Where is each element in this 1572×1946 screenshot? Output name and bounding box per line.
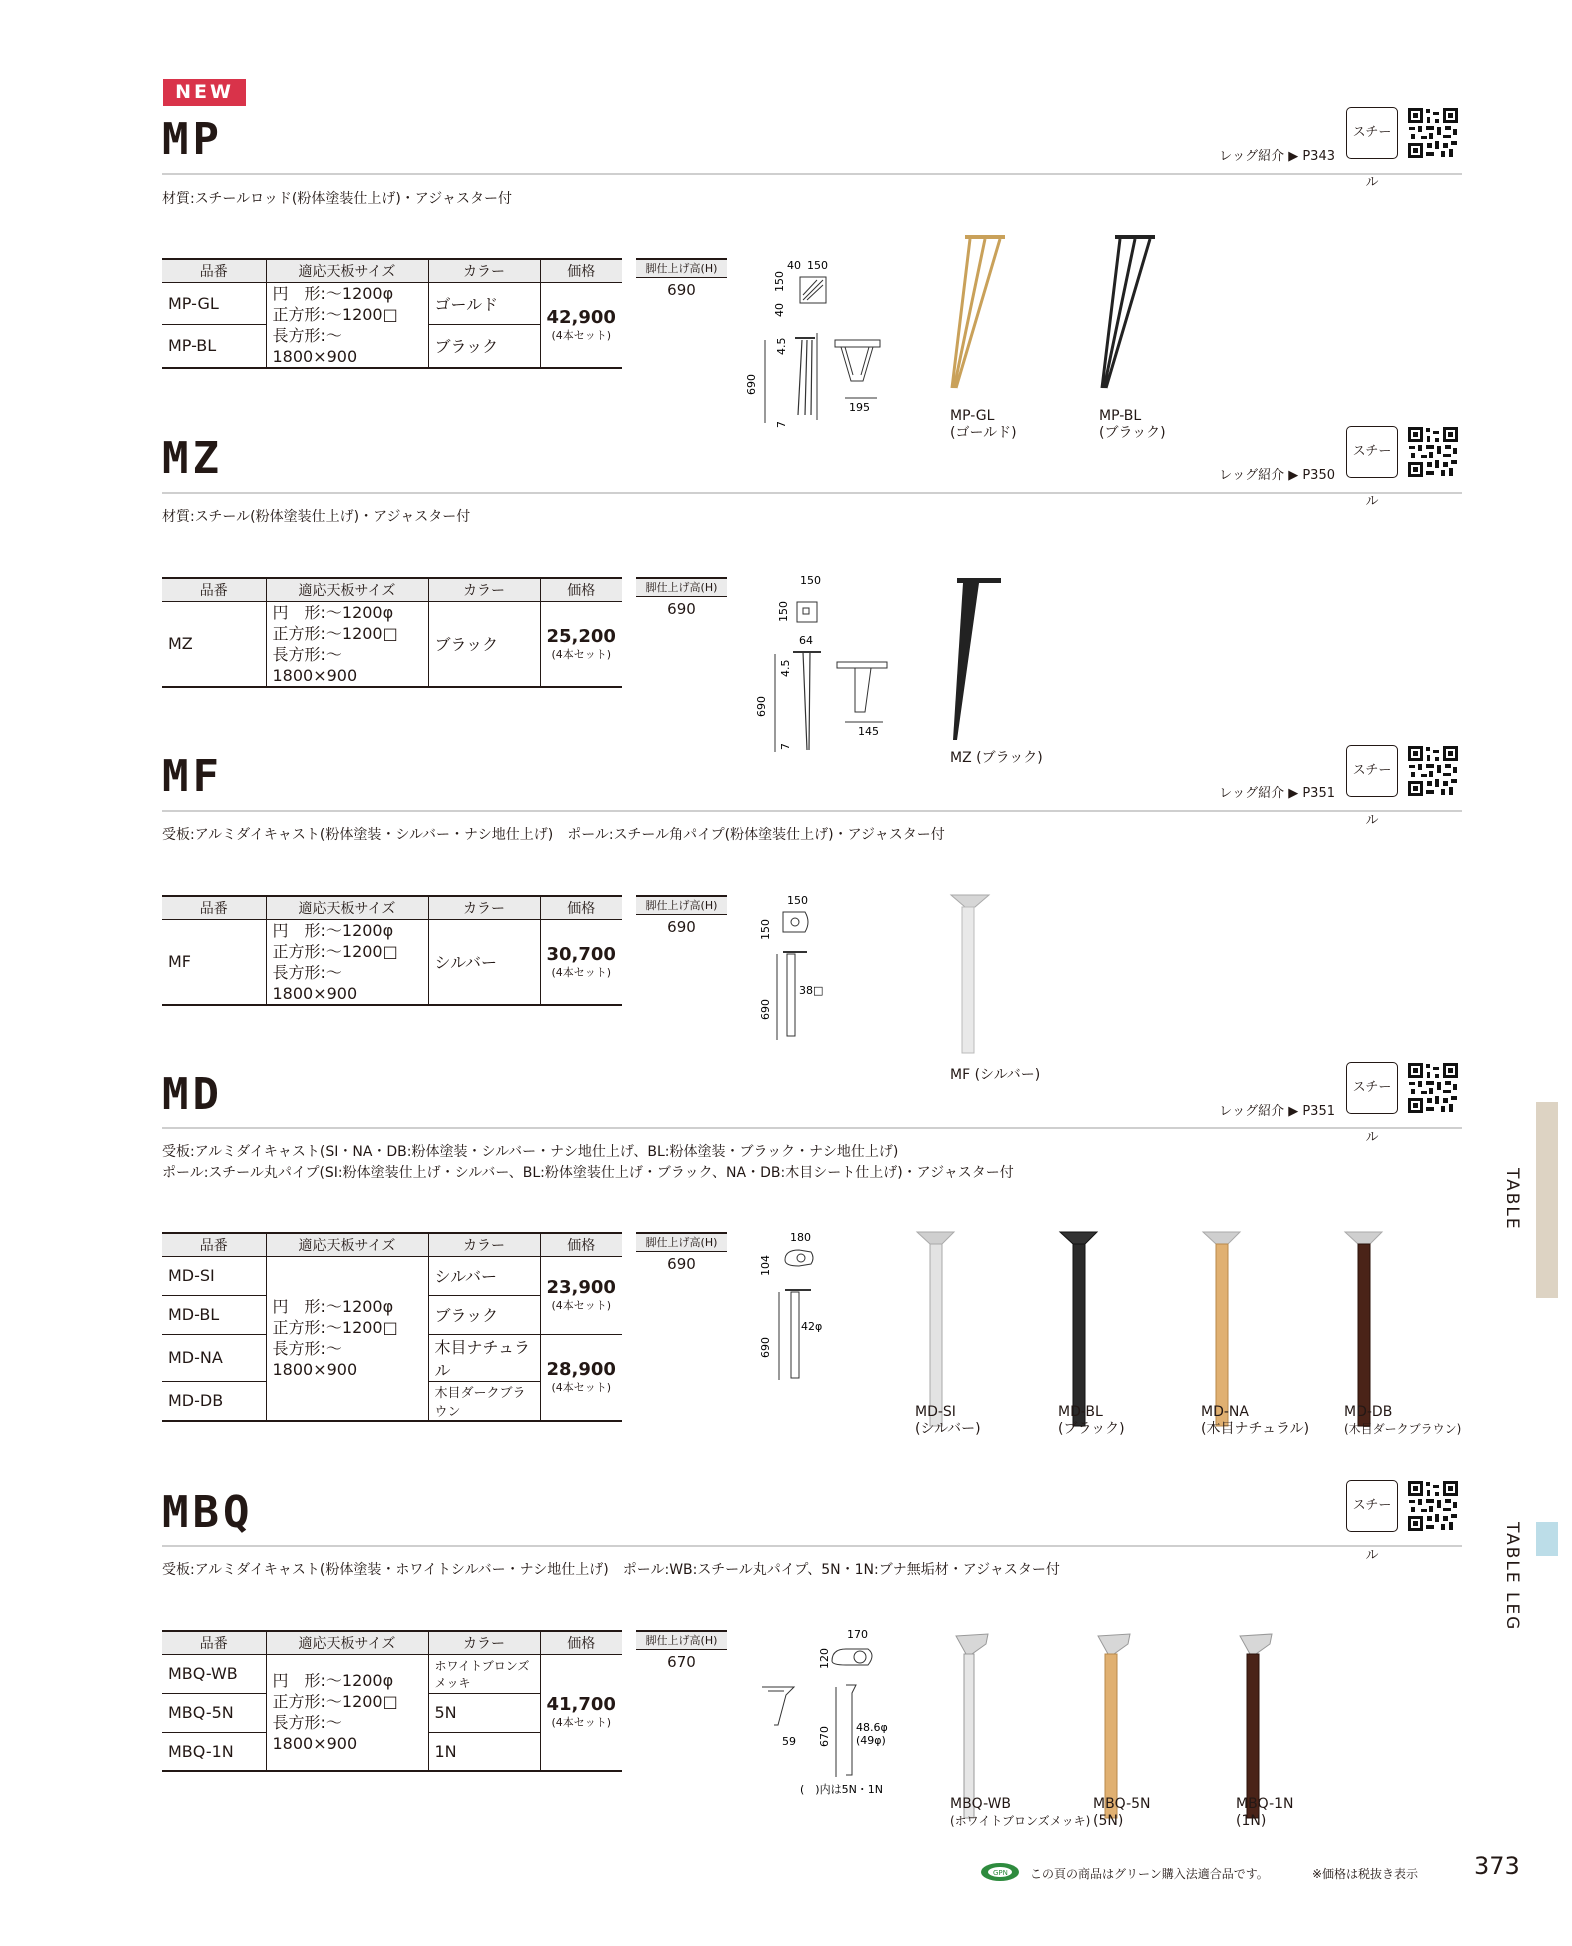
header-code: 品番 (162, 896, 266, 919)
leg-photo-mp-bl (1090, 233, 1160, 393)
header-size: 適応天板サイズ (266, 1233, 428, 1256)
code-cell: MBQ-5N (162, 1693, 266, 1732)
header-code: 品番 (162, 1233, 266, 1256)
svg-text:150: 150 (807, 259, 828, 272)
height-box-mp: 脚仕上げ高(H) 690 (636, 258, 727, 302)
size-cell: 円 形:～1200φ 正方形:～1200□ 長方形:～1800×900 (266, 282, 428, 368)
header-price: 価格 (540, 1233, 622, 1256)
header-size: 適応天板サイズ (266, 1631, 428, 1654)
steel-tag-mf: スチール (1346, 745, 1398, 797)
header-code: 品番 (162, 578, 266, 601)
height-box-mf: 脚仕上げ高(H) 690 (636, 895, 727, 939)
material-mf: 受板:アルミダイキャスト(粉体塗装・シルバー・ナシ地仕上げ) ポール:スチール角パイプ(粉体塗装仕上げ)・アジャスター付 (162, 827, 945, 843)
svg-text:690: 690 (755, 696, 768, 717)
color-cell: ブラック (428, 1295, 540, 1334)
header-color: カラー (428, 1233, 540, 1256)
header-color: カラー (428, 578, 540, 601)
svg-text:170: 170 (847, 1628, 868, 1641)
side-tab-table-leg[interactable]: TABLE LEG (1502, 1522, 1522, 1632)
header-price: 価格 (540, 896, 622, 919)
svg-text:GPN: GPN (993, 1869, 1008, 1877)
product-title-mz: MZ (162, 433, 223, 484)
product-title-mp: MP (162, 114, 223, 165)
color-cell: 木目ナチュラル (428, 1334, 540, 1381)
spec-table-mf (162, 895, 622, 1006)
svg-text:690: 690 (745, 374, 758, 395)
price-cell: 42,900 (4本セット) (540, 282, 622, 368)
svg-text:104: 104 (759, 1255, 772, 1276)
svg-text:4.5: 4.5 (775, 337, 788, 355)
height-box-md: 脚仕上げ高(H) 690 (636, 1232, 727, 1276)
leg-photo-mbq-1n (1232, 1632, 1282, 1822)
code-cell: MD-SI (162, 1256, 266, 1295)
header-price: 価格 (540, 1631, 622, 1654)
side-tab-table[interactable]: TABLE (1502, 1168, 1522, 1231)
svg-text:7: 7 (779, 743, 792, 750)
steel-tag-mp: スチール (1346, 107, 1398, 159)
size-cell: 円 形:～1200φ 正方形:～1200□ 長方形:～1800×900 (266, 919, 428, 1005)
size-cell: 円 形:～1200φ 正方形:～1200□ 長方形:～1800×900 (266, 1256, 428, 1421)
svg-text:180: 180 (790, 1231, 811, 1244)
product-caption: MP-BL (ブラック) (1099, 408, 1166, 441)
code-cell: MZ (162, 601, 266, 687)
svg-text:150: 150 (787, 894, 808, 907)
product-caption: MZ (ブラック) (950, 750, 1043, 766)
product-caption: MBQ-5N (5N) (1093, 1796, 1151, 1829)
green-purchase-note: この頁の商品はグリーン購入法適合品です。 (1030, 1867, 1269, 1881)
product-title-md: MD (162, 1069, 223, 1120)
code-cell: MP-GL (162, 282, 266, 325)
svg-text:690: 690 (759, 999, 772, 1020)
side-tab-color-table-leg (1536, 1522, 1558, 1556)
leg-photo-mz (945, 575, 1005, 745)
qr-code-icon[interactable] (1407, 426, 1459, 478)
header-price: 価格 (540, 259, 622, 282)
dimension-drawing-mbq (760, 1625, 910, 1800)
section-divider (162, 173, 1462, 175)
color-cell: 木目ダークブラウン (428, 1381, 540, 1421)
svg-text:42φ: 42φ (801, 1320, 823, 1333)
color-cell: 1N (428, 1732, 540, 1771)
size-cell: 円 形:～1200φ 正方形:～1200□ 長方形:～1800×900 (266, 601, 428, 687)
header-code: 品番 (162, 1631, 266, 1654)
product-caption: MD-SI (シルバー) (915, 1404, 981, 1437)
code-cell: MD-NA (162, 1334, 266, 1381)
leg-photo-md-bl (1055, 1230, 1105, 1430)
new-badge: NEW (163, 79, 246, 106)
material-mz: 材質:スチール(粉体塗装仕上げ)・アジャスター付 (162, 509, 471, 525)
spec-table-mbq (162, 1630, 622, 1772)
header-price: 価格 (540, 578, 622, 601)
color-cell: ブラック (428, 325, 540, 368)
header-color: カラー (428, 896, 540, 919)
svg-text:(49φ): (49φ) (856, 1734, 886, 1747)
steel-tag-md: スチール (1346, 1062, 1398, 1114)
qr-code-icon[interactable] (1407, 107, 1459, 159)
leg-photo-mbq-5n (1090, 1632, 1140, 1822)
spec-table-mp (162, 258, 622, 369)
header-size: 適応天板サイズ (266, 896, 428, 919)
dimension-drawing-mf (755, 890, 865, 1050)
product-caption: MD-NA (木目ナチュラル) (1201, 1404, 1310, 1437)
svg-text:150: 150 (777, 601, 790, 622)
leg-photo-mp-gl (940, 233, 1010, 393)
svg-text:4.5: 4.5 (779, 659, 792, 677)
side-tab-color-table (1536, 1102, 1558, 1298)
dimension-drawing-mp (745, 255, 905, 435)
dimension-drawing-md (755, 1228, 865, 1388)
product-caption: MF (シルバー) (950, 1067, 1041, 1083)
leg-photo-mf (945, 893, 995, 1058)
svg-text:59: 59 (782, 1735, 796, 1748)
leg-photo-md-na (1198, 1230, 1248, 1430)
color-cell: ゴールド (428, 282, 540, 325)
product-title-mbq: MBQ (162, 1487, 254, 1538)
material-md: 受板:アルミダイキャスト(SI・NA・DB:粉体塗装・シルバー・ナシ地仕上げ、BL:粉体塗装・ブラック・ナシ地仕上げ) ポール:スチール丸パイプ(SI:粉体塗装仕上げ・シルバー、BL:粉体塗装仕上げ・ブラック、NA・DB:木目シート仕上げ)・アジャスター付 (162, 1144, 1014, 1181)
product-title-mf: MF (162, 751, 223, 802)
steel-tag-mz: スチール (1346, 426, 1398, 478)
tax-note: ※価格は税抜き表示 (1312, 1867, 1419, 1881)
price-cell: 28,900 (4本セット) (540, 1334, 622, 1421)
svg-text:( )内は5N・1N: ( )内は5N・1N (800, 1783, 884, 1796)
color-cell: シルバー (428, 1256, 540, 1295)
green-purchase-icon (980, 1862, 1020, 1882)
price-cell: 30,700 (4本セット) (540, 919, 622, 1005)
code-cell: MBQ-WB (162, 1654, 266, 1693)
leg-ref-mf[interactable]: レッグ紹介 ▶ P351 (1219, 786, 1335, 801)
leg-photo-md-db (1340, 1230, 1390, 1430)
header-code: 品番 (162, 259, 266, 282)
svg-text:690: 690 (759, 1337, 772, 1358)
material-mbq: 受板:アルミダイキャスト(粉体塗装・ホワイトシルバー・ナシ地仕上げ) ポール:WB:スチール丸パイプ、5N・1N:ブナ無垢材・アジャスター付 (162, 1562, 1060, 1578)
material-mp: 材質:スチールロッド(粉体塗装仕上げ)・アジャスター付 (162, 191, 512, 207)
code-cell: MF (162, 919, 266, 1005)
svg-text:195: 195 (849, 401, 870, 414)
leg-photo-mbq-wb (948, 1632, 998, 1822)
svg-text:64: 64 (799, 634, 813, 647)
svg-text:40: 40 (773, 303, 786, 317)
svg-text:145: 145 (858, 725, 879, 738)
size-cell: 円 形:～1200φ 正方形:～1200□ 長方形:～1800×900 (266, 1654, 428, 1771)
product-caption: MD-DB (木目ダークブラウン) (1344, 1404, 1462, 1436)
section-divider (162, 810, 1462, 812)
code-cell: MD-BL (162, 1295, 266, 1334)
price-cell: 25,200 (4本セット) (540, 601, 622, 687)
page-number: 373 (1474, 1852, 1520, 1880)
code-cell: MD-DB (162, 1381, 266, 1421)
height-box-mbq: 脚仕上げ高(H) 670 (636, 1630, 727, 1674)
product-caption: MD-BL (ブラック) (1058, 1404, 1125, 1437)
spec-table-md (162, 1232, 622, 1422)
steel-tag-mbq: スチール (1346, 1480, 1398, 1532)
svg-text:150: 150 (773, 271, 786, 292)
svg-text:120: 120 (818, 1648, 831, 1669)
header-color: カラー (428, 259, 540, 282)
header-color: カラー (428, 1631, 540, 1654)
color-cell: ホワイトブロンズメッキ (428, 1654, 540, 1693)
section-divider (162, 492, 1462, 494)
qr-code-icon[interactable] (1407, 1480, 1459, 1532)
svg-text:40: 40 (787, 259, 801, 272)
color-cell: シルバー (428, 919, 540, 1005)
qr-code-icon[interactable] (1407, 745, 1459, 797)
code-cell: MBQ-1N (162, 1732, 266, 1771)
qr-code-icon[interactable] (1407, 1062, 1459, 1114)
svg-text:7: 7 (775, 421, 788, 428)
svg-text:38□: 38□ (799, 984, 824, 997)
leg-ref-mz[interactable]: レッグ紹介 ▶ P350 (1219, 468, 1335, 483)
spec-table-mz (162, 577, 622, 688)
section-divider (162, 1127, 1462, 1129)
code-cell: MP-BL (162, 325, 266, 368)
product-caption: MP-GL (ゴールド) (950, 408, 1017, 441)
header-size: 適応天板サイズ (266, 259, 428, 282)
dimension-drawing-mz (755, 572, 915, 757)
leg-ref-md[interactable]: レッグ紹介 ▶ P351 (1219, 1104, 1335, 1119)
leg-photo-md-si (912, 1230, 962, 1430)
product-caption: MBQ-WB (ホワイトブロンズメッキ) (950, 1796, 1091, 1828)
price-cell: 23,900 (4本セット) (540, 1256, 622, 1334)
section-divider (162, 1545, 1462, 1547)
height-box-mz: 脚仕上げ高(H) 690 (636, 577, 727, 621)
svg-text:670: 670 (818, 1726, 831, 1747)
product-caption: MBQ-1N (1N) (1236, 1796, 1294, 1829)
svg-text:48.6φ: 48.6φ (856, 1721, 888, 1734)
price-cell: 41,700 (4本セット) (540, 1654, 622, 1771)
header-size: 適応天板サイズ (266, 578, 428, 601)
svg-text:150: 150 (759, 919, 772, 940)
svg-text:150: 150 (800, 574, 821, 587)
leg-ref-mp[interactable]: レッグ紹介 ▶ P343 (1219, 149, 1335, 164)
color-cell: ブラック (428, 601, 540, 687)
color-cell: 5N (428, 1693, 540, 1732)
